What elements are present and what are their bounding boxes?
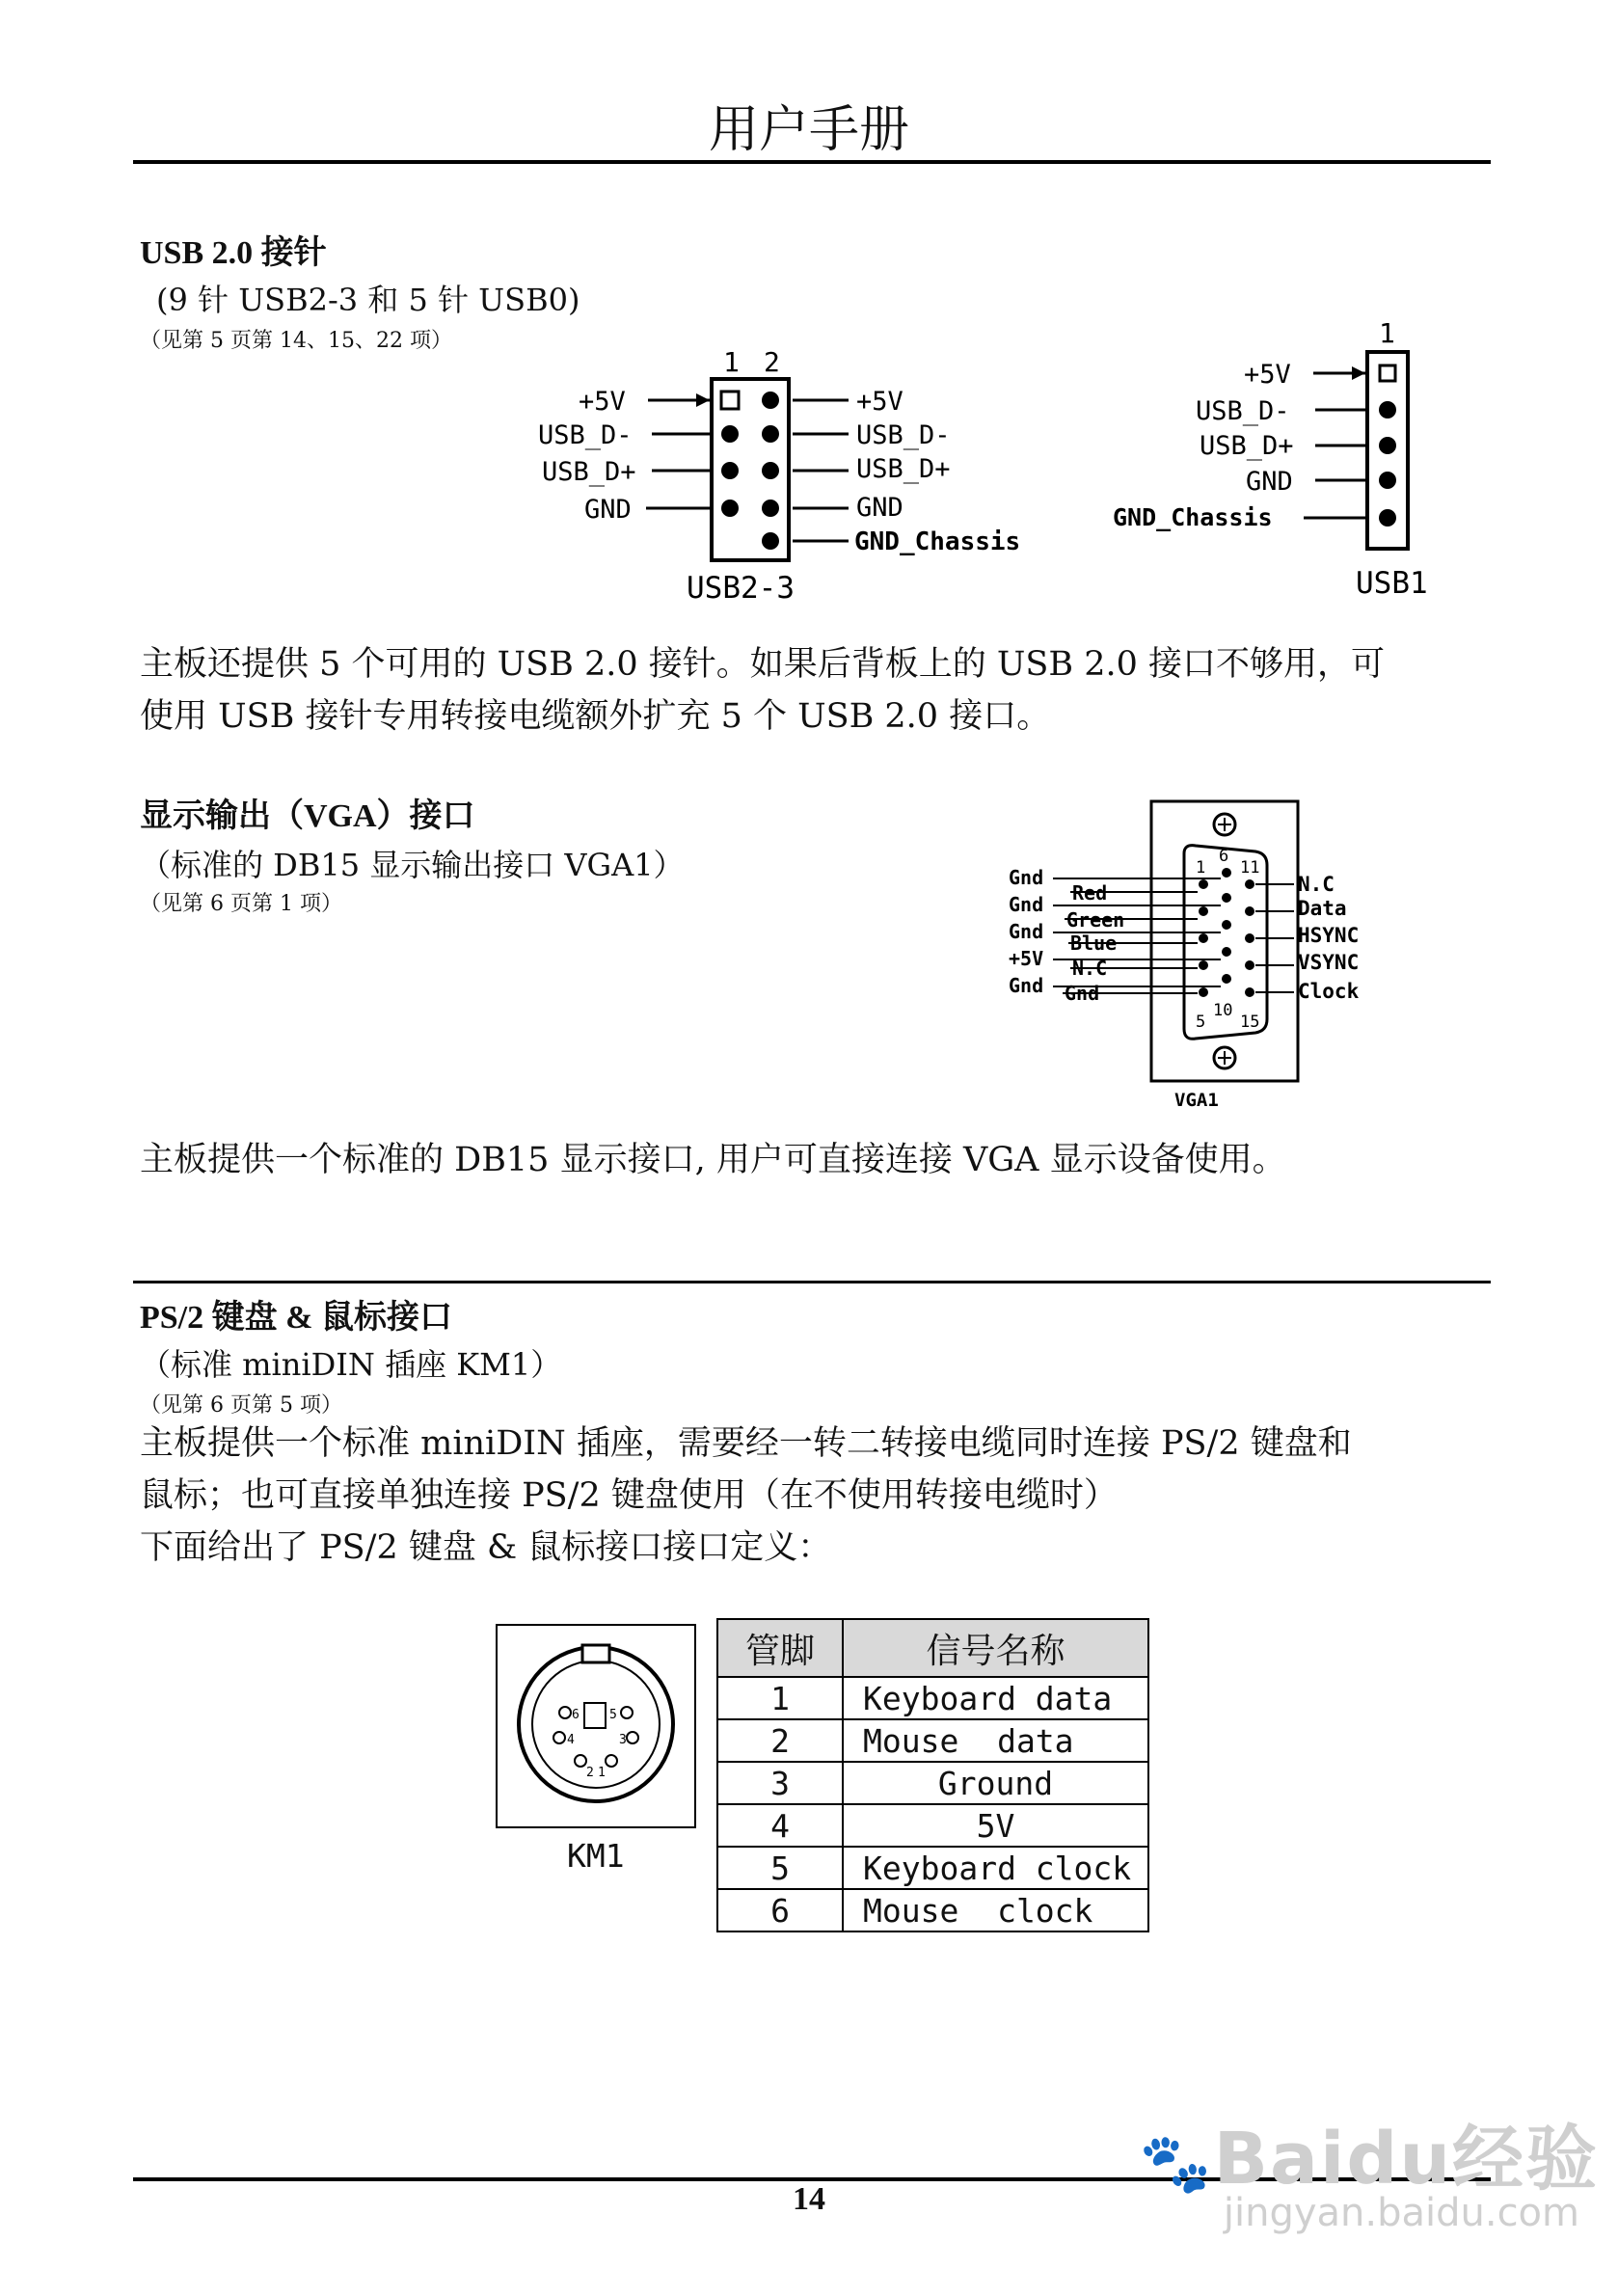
usb-right-label: GND_Chassis: [854, 527, 1021, 556]
usb1-pin-number: 1: [1379, 317, 1395, 349]
usb1-name: USB1: [1356, 566, 1428, 601]
pin-cell: 4: [717, 1804, 843, 1847]
vga-pin-number: 15: [1240, 1013, 1260, 1032]
ps2-body-line: 鼠标；也可直接单独连接 PS/2 键盘使用（在不使用转接电缆时）: [140, 1476, 1118, 1515]
table-row: [717, 1804, 1148, 1847]
vga-pin-number: 10: [1213, 1001, 1233, 1020]
pin-square: [721, 392, 739, 409]
usb-left-label: +5V: [579, 387, 626, 417]
usb1-label: GND_Chassis: [1113, 503, 1273, 531]
ps2-subtitle: （标准 miniDIN 插座 KM1）: [140, 1346, 562, 1383]
usb1-diagram: [1109, 313, 1495, 608]
vga-right-label: VSYNC: [1298, 951, 1360, 974]
ps2-body-line: 主板提供一个标准 miniDIN 插座，需要经一转二转接电缆同时连接 PS/2 键盘和: [140, 1424, 1352, 1463]
vga-outer-left-label: Gnd: [1009, 893, 1044, 916]
vga-diagram: [1003, 796, 1427, 1114]
signal-cell: Mouse clock: [843, 1889, 1148, 1931]
ps2-reference: （见第 6 页第 5 项）: [140, 1393, 342, 1418]
usb-left-label: GND: [584, 495, 632, 525]
pin-cell: 2: [717, 1719, 843, 1762]
vga-name: VGA1: [1174, 1090, 1219, 1111]
pin: [721, 500, 739, 517]
usb-right-label: +5V: [856, 387, 903, 417]
usb-body: [140, 638, 1509, 743]
usb-right-label: GND: [856, 493, 903, 523]
page-header-title: 用户手册: [708, 101, 909, 159]
usb-left-label: USB_D-: [538, 420, 633, 450]
vga-right-label: Clock: [1298, 980, 1360, 1003]
vga-signal-label: Green: [1066, 908, 1125, 932]
vga-signal-label: Red: [1072, 881, 1108, 905]
minidin-pin-number: 2: [586, 1766, 594, 1780]
watermark-logo: 🐾Baidu经验: [1139, 2118, 1599, 2201]
km1-label: KM1: [567, 1837, 625, 1875]
vga-pin-number: 1: [1196, 858, 1206, 878]
usb-left-label: USB_D+: [542, 457, 636, 487]
header-rule: [133, 160, 1491, 164]
section-rule: [133, 1281, 1491, 1283]
usb1-label: USB_D-: [1196, 396, 1290, 426]
pin: [1379, 437, 1396, 454]
vga-subtitle: （标准的 DB15 显示输出接口 VGA1）: [140, 847, 685, 883]
signal-cell: Keyboard data: [843, 1677, 1148, 1719]
pin-cell: 5: [717, 1847, 843, 1889]
paw-icon: 🐾: [1139, 2130, 1214, 2198]
pin: [762, 462, 779, 479]
table-header-row: [717, 1619, 1148, 1677]
usb-body-line: 使用 USB 接针专用转接电缆额外扩充 5 个 USB 2.0 接口。: [140, 697, 1051, 736]
vga-signal-label: Gnd: [1065, 982, 1100, 1005]
vga-pin-number: 11: [1240, 858, 1260, 878]
pin: [721, 425, 739, 443]
ps2-heading: PS/2 键盘 & 鼠标接口: [140, 1300, 452, 1336]
pin: [762, 425, 779, 443]
pin: [1379, 509, 1396, 527]
vga-heading: 显示输出（VGA）接口: [140, 798, 475, 834]
signal-cell: 5V: [843, 1804, 1148, 1847]
minidin-pin-number: 4: [567, 1733, 575, 1747]
minidin-connector-image: [496, 1624, 696, 1828]
pin: [762, 500, 779, 517]
pin: [1379, 472, 1396, 489]
page-number: 14: [793, 2181, 825, 2217]
vga-signal-label: N.C: [1072, 957, 1108, 980]
minidin-pin-number: 1: [598, 1766, 606, 1780]
usb-col-number: 1: [723, 346, 740, 378]
vga-frame: [1151, 801, 1298, 1081]
signal-cell: Keyboard clock: [843, 1847, 1148, 1889]
vga-pin-number: 6: [1219, 847, 1229, 866]
vga-body: 主板提供一个标准的 DB15 显示接口, 用户可直接连接 VGA 显示设备使用。: [140, 1141, 1286, 1179]
pin-square: [1380, 365, 1395, 381]
pin: [721, 462, 739, 479]
table-row: [717, 1719, 1148, 1762]
signal-cell: Ground: [843, 1762, 1148, 1804]
table-row: [717, 1847, 1148, 1889]
usb1-label: +5V: [1244, 360, 1291, 390]
vga-right-label: HSYNC: [1298, 924, 1360, 947]
vga-pin-number: 5: [1196, 1013, 1206, 1032]
usb2-3-name: USB2-3: [687, 571, 795, 606]
usb-col-number: 2: [764, 346, 780, 378]
usb1-label: GND: [1246, 467, 1293, 497]
pin: [762, 392, 779, 409]
watermark-url: jingyan.baidu.com: [1223, 2191, 1579, 2235]
table-row: [717, 1762, 1148, 1804]
pin: [762, 532, 779, 550]
minidin-pin-number: 6: [572, 1708, 580, 1722]
usb2-3-diagram: [521, 342, 1061, 612]
usb-right-label: USB_D-: [856, 420, 951, 450]
usb-right-label: USB_D+: [856, 454, 951, 484]
vga-outer-left-label: Gnd: [1009, 974, 1044, 997]
vga-right-label: Data: [1298, 897, 1347, 920]
usb-subtitle: (9 针 USB2-3 和 5 针 USB0): [156, 282, 580, 318]
vga-right-label: N.C: [1298, 873, 1335, 896]
usb-reference: （见第 5 页第 14、15、22 项）: [140, 329, 452, 353]
minidin-pin-number: 3: [619, 1733, 627, 1747]
pin-cell: 6: [717, 1889, 843, 1931]
vga-outer-left-label: +5V: [1009, 947, 1044, 970]
minidin-pin-number: 5: [609, 1708, 617, 1722]
vga-reference: （见第 6 页第 1 项）: [140, 892, 342, 916]
ps2-body-line: 下面给出了 PS/2 键盘 & 鼠标接口接口定义：: [140, 1528, 832, 1567]
table-row: [717, 1889, 1148, 1931]
vga-signal-label: Blue: [1070, 932, 1118, 955]
ps2-body: [140, 1418, 1509, 1574]
signal-cell: Mouse data: [843, 1719, 1148, 1762]
pin-cell: 1: [717, 1677, 843, 1719]
usb1-label: USB_D+: [1200, 431, 1294, 461]
usb-body-line: 主板还提供 5 个可用的 USB 2.0 接针。如果后背板上的 USB 2.0 接口不够用，可: [140, 645, 1385, 684]
table-header-cell: 信号名称: [843, 1619, 1148, 1677]
usb-heading: USB 2.0 接针: [140, 235, 327, 271]
pin-cell: 3: [717, 1762, 843, 1804]
vga-outer-left-label: Gnd: [1009, 920, 1044, 943]
ps2-pin-table: [716, 1618, 1149, 1932]
vga-outer-left-label: Gnd: [1009, 866, 1044, 889]
table-row: [717, 1677, 1148, 1719]
pin: [1379, 401, 1396, 419]
table-header-cell: 管脚: [717, 1619, 843, 1677]
